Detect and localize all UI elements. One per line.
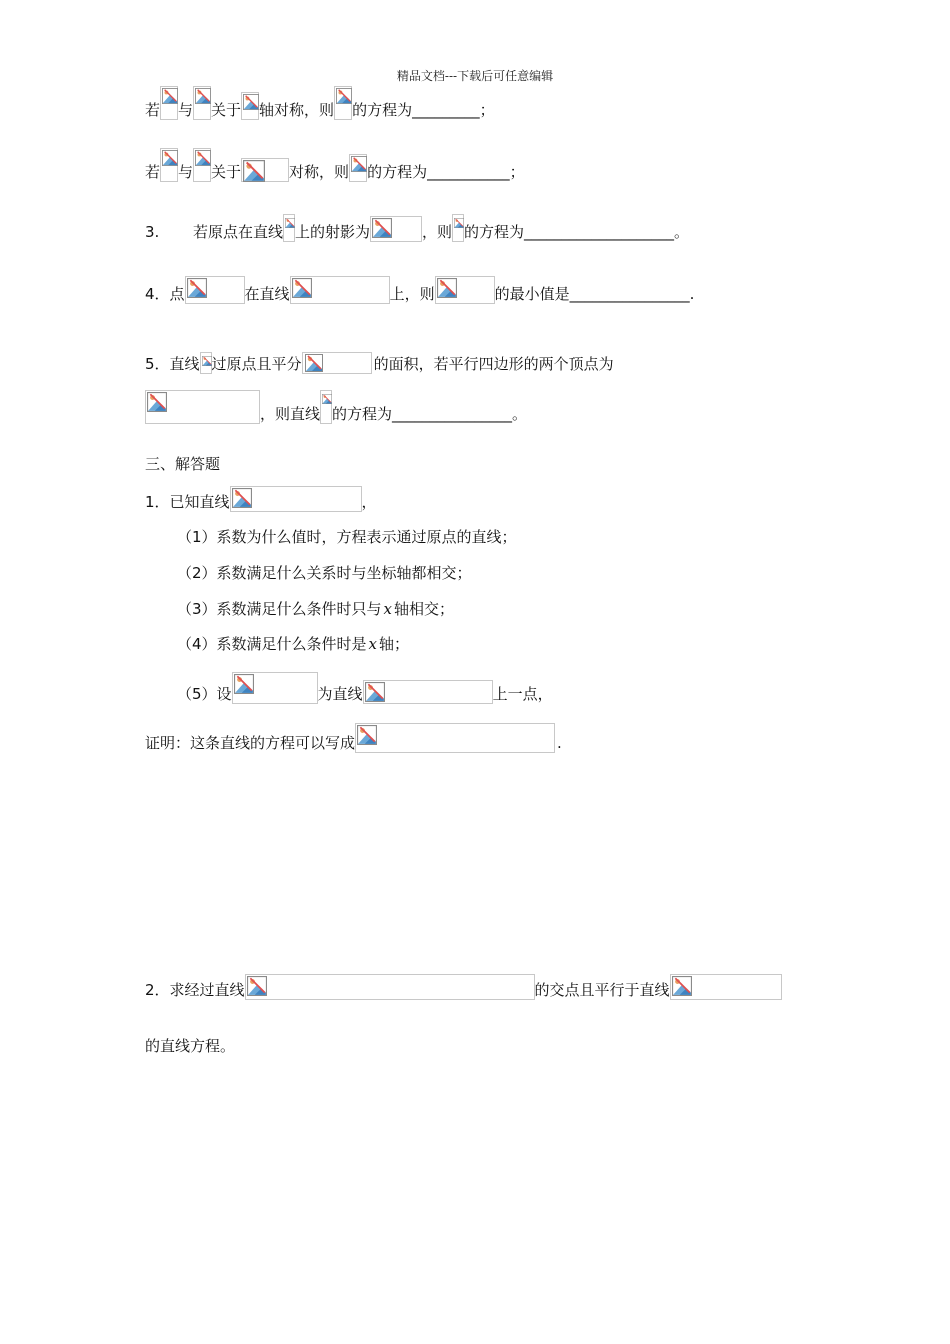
broken-image-icon <box>232 672 318 704</box>
broken-image-icon <box>283 214 295 242</box>
broken-image-icon <box>193 148 211 182</box>
broken-image-icon <box>435 276 495 304</box>
broken-image-icon <box>185 276 245 304</box>
broken-image-icon <box>290 276 390 304</box>
broken-image-icon <box>302 352 372 374</box>
page-header: 精品文档---下载后可任意编辑 <box>396 69 554 83</box>
broken-image-icon <box>193 86 211 120</box>
question-1-part-1: （1）系数为什么值时，方程表示通过原点的直线； <box>177 528 517 546</box>
broken-image-icon <box>370 216 422 242</box>
broken-image-icon <box>334 86 352 120</box>
fill-line-5: 5．直线 过原点且平分 的面积，若平行四边形的两个顶点为 <box>145 340 614 374</box>
broken-image-icon <box>363 680 493 704</box>
broken-image-icon <box>349 154 367 182</box>
fill-line-1: 若 与 关于 轴对称，则 的方程为_________； <box>145 86 495 120</box>
question-2: 2．求经过直线 的交点且平行于直线 <box>145 966 782 1000</box>
fill-line-2: 若 与 关于 对称，则 的方程为___________； <box>145 148 525 182</box>
broken-image-icon <box>200 352 212 374</box>
broken-image-icon <box>245 974 535 1000</box>
fill-line-3: 3. 若原点在直线 上的射影为 ，则 的方程为____________________。 <box>145 208 689 242</box>
question-1-part-2: （2）系数满足什么关系时与坐标轴都相交； <box>177 564 472 582</box>
broken-image-icon <box>320 390 332 424</box>
question-1-stem: 1．已知直线 ， <box>145 478 377 512</box>
fill-line-4: 4．点 在直线 上，则 的最小值是________________. <box>145 270 694 304</box>
section-title: 三、解答题 <box>145 455 221 473</box>
broken-image-icon <box>160 86 178 120</box>
question-1-part-3: （3）系数满足什么条件时只与 x 轴相交； <box>177 600 455 618</box>
broken-image-icon <box>160 148 178 182</box>
question-1-proof: 证明：这条直线的方程可以写成 . <box>145 719 562 753</box>
fill-line-6: ，则直线 的方程为________________。 <box>145 390 527 424</box>
broken-image-icon <box>241 92 259 120</box>
question-1-part-5: （5）设 为直线 上一点， <box>177 670 553 704</box>
broken-image-icon <box>670 974 782 1000</box>
broken-image-icon <box>355 723 555 753</box>
broken-image-icon <box>145 390 260 424</box>
broken-image-icon <box>241 158 289 182</box>
broken-image-icon <box>452 214 464 242</box>
question-1-part-4: （4）系数满足什么条件时是 x 轴； <box>177 635 410 653</box>
question-2-end: 的直线方程。 <box>145 1037 236 1055</box>
broken-image-icon <box>230 486 362 512</box>
